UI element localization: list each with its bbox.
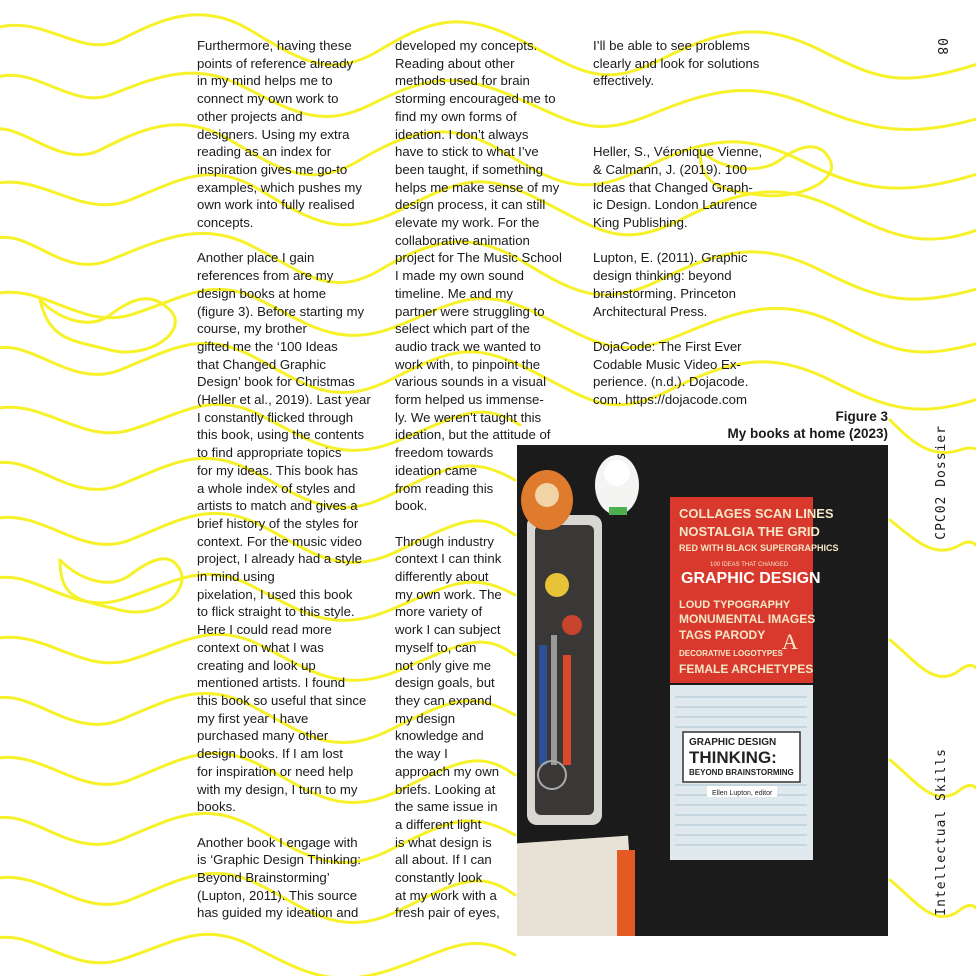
figure-label: Figure 3 bbox=[835, 409, 888, 424]
paragraph: Through industry context I can think differently about my own work. The more variety of work I can subject myself to, can not only give me design goals, but they can expand my design knowledge and the way I approach my own briefs. Looking at the same issue in a different light is what design is all about. If I can constantly look at my work with a fresh pair of eyes, bbox=[395, 533, 502, 921]
red-book-subtitle: 100 IDEAS THAT CHANGED bbox=[710, 562, 789, 568]
red-book-topics: FEMALE ARCHETYPES bbox=[679, 662, 814, 676]
text-column-3 bbox=[593, 37, 783, 426]
red-book-topics: MONUMENTAL IMAGES bbox=[679, 612, 816, 626]
paragraph: I’ll be able to see problems clearly and look for solutions effectively. bbox=[593, 38, 760, 89]
thinking-book-subtitle: BEYOND BRAINSTORMING bbox=[689, 768, 794, 777]
thinking-book-title: THINKING: bbox=[689, 748, 777, 767]
thinking-book-title: GRAPHIC DESIGN bbox=[689, 737, 777, 748]
paragraph: developed my concepts. Reading about other methods used for brain storming encouraged me to find my own forms of ideation. I don’t always have to stick to what I’ve been taught, if something helps me make sense of my design process, it can still elevate my work. For the collaborative animation project for The Music School I made my own sound timeline. Me and my partner were struggling to select which part of the audio track we wanted to work with, to pinpoint the various sounds in a visual form helped us immense- ly. We weren’t taught this ideation, but the attitude of freedom towards ideation came from reading this book. bbox=[395, 38, 562, 514]
spacer bbox=[593, 108, 783, 126]
red-book-topics: TAGS PARODY bbox=[679, 628, 766, 642]
red-book-topics: COLLAGES SCAN LINES bbox=[679, 506, 834, 521]
red-book-topics: DECORATIVE LOGOTYPES bbox=[679, 649, 783, 658]
paragraph: Another place I gain references from are my design books at home (figure 3). Before starting my course, my brother gifted me the ‘100 Ideas that Changed Graphic Design’ book for Christmas (Heller et al., 2019). Last year I constantly flicked through this book, using the contents to find appropriate topics for my ideas. This book has a whole index of styles and artists to match and gives a brief history of the styles for context. For the music video project, I already had a style in mind using pixelation, I used this book to flick straight to this style. Here I could read more context on what I was creating and look up mentioned artists. I found this book so useful that since my first year I have purchased many other design books. If I am lost for inspiration or need help with my design, I turn to my books. bbox=[197, 250, 371, 815]
reference: Heller, S., Véronique Vienne, & Calmann, J. (2019). 100 Ideas that Changed Graph- ic Design. London Laurence King Publishing. bbox=[593, 144, 763, 230]
red-book-topics: LOUD TYPOGRAPHY bbox=[679, 599, 791, 611]
text-column-1 bbox=[197, 37, 383, 940]
paragraph: Another book I engage with is ‘Graphic Design Thinking: Beyond Brainstorming’ (Lupton, 2011). This source has guided my ideation and bbox=[197, 834, 361, 921]
thinking-book-author: Ellen Lupton, editor bbox=[712, 790, 773, 797]
red-book-title: GRAPHIC DESIGN bbox=[681, 570, 821, 587]
figure-caption bbox=[727, 408, 888, 442]
dossier-label: CPC02 Dossier bbox=[934, 425, 949, 540]
red-book-topics: NOSTALGIA THE GRID bbox=[679, 524, 820, 539]
books-photo bbox=[517, 445, 888, 936]
section-label: Intellectual Skills bbox=[934, 748, 949, 916]
reference: DojaCode: The First Ever Codable Music Video Ex- perience. (n.d.). Dojacode. com. https://dojacode.com bbox=[593, 338, 749, 407]
photo-illustration bbox=[517, 445, 888, 936]
red-book-letter: A bbox=[782, 629, 798, 654]
reference: Lupton, E. (2011). Graphic design thinking: beyond brainstorming. Princeton Architectural Press. bbox=[593, 250, 748, 319]
page-number: 08 bbox=[934, 38, 949, 56]
paragraph: Furthermore, having these points of reference already in my mind helps me to connect my own work to other projects and designers. Using my extra reading as an index for inspiration gives me go-to examples, which pushes my own work into fully realised concepts. bbox=[197, 38, 362, 231]
red-book-topics: RED WITH BLACK SUPERGRAPHICS bbox=[679, 543, 839, 553]
figure-title: My books at home (2023) bbox=[727, 426, 888, 441]
